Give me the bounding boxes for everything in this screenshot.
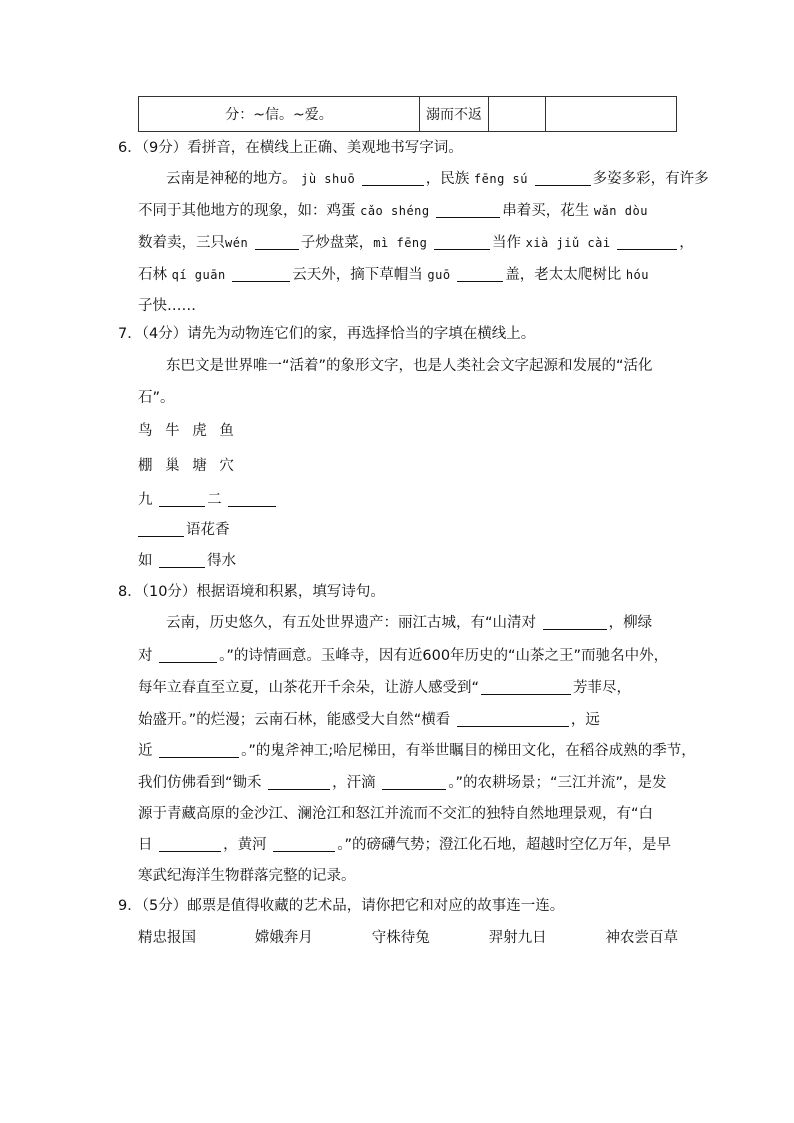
- q6-text: 当作: [491, 235, 521, 251]
- question-7-header: 7．（4分）请先为动物连它们的家，再选择恰当的字填在横线上。: [118, 326, 536, 342]
- q8-line-8: [138, 829, 678, 861]
- q8-text: ，柳绿: [608, 615, 653, 631]
- answer-blank[interactable]: [434, 233, 490, 250]
- table-cell: [546, 97, 677, 132]
- animal-word[interactable]: 牛: [165, 423, 180, 439]
- q8-text: 。”的鬼斧神工;哈尼梯田，有举世瞩目的梯田文化，在稻谷成熟的季节，: [241, 743, 696, 759]
- animal-word[interactable]: 鸟: [138, 423, 153, 439]
- answer-blank[interactable]: [159, 490, 205, 507]
- q6-text: ，民族: [425, 171, 470, 187]
- q8-text: 。”的农耕场景；“三江并流”，是发: [448, 775, 667, 791]
- q8-line-4: [138, 704, 678, 736]
- q8-line-3: [138, 672, 678, 704]
- q6-line-5: 子快……: [138, 298, 196, 314]
- question-6-header: 6．（9分）看拼音，在横线上正确、美观地书写字词。: [118, 140, 463, 156]
- answer-table: [138, 96, 677, 132]
- q7-fill-1: [138, 484, 678, 516]
- question-8-header: 8．（10分）根据语境和积累，填写诗句。: [118, 584, 385, 600]
- q8-text: 对: [138, 648, 153, 664]
- home-word[interactable]: 棚: [138, 458, 153, 474]
- answer-blank[interactable]: [255, 233, 299, 250]
- q8-text: ，远: [570, 712, 600, 728]
- table-cell: [489, 97, 546, 132]
- answer-blank[interactable]: [232, 265, 290, 282]
- story-list: [138, 926, 678, 947]
- pinyin: qí guān: [171, 268, 226, 282]
- q8-line-1: [166, 607, 678, 639]
- answer-blank[interactable]: [138, 520, 184, 537]
- pinyin: wǎn dòu: [593, 204, 648, 218]
- q6-text: ，: [679, 235, 694, 251]
- answer-blank[interactable]: [159, 835, 221, 852]
- answer-blank[interactable]: [481, 678, 571, 695]
- pinyin: guō: [427, 268, 451, 282]
- answer-blank[interactable]: [268, 773, 330, 790]
- story-item[interactable]: 羿射九日: [488, 930, 547, 946]
- pinyin: mì fēng: [373, 236, 428, 250]
- animal-word[interactable]: 鱼: [219, 423, 234, 439]
- q7-homes-row: [138, 450, 678, 482]
- home-word[interactable]: 穴: [219, 458, 234, 474]
- q8-line-2: [138, 640, 678, 672]
- q8-text: 每年立春直至立夏，山茶花开千余朵，让游人感受到“: [138, 680, 480, 696]
- answer-blank[interactable]: [617, 233, 677, 250]
- q8-text: 。”的诗情画意。玉峰寺，因有近600年历史的“山茶之王”而驰名中外，: [219, 648, 669, 664]
- answer-blank[interactable]: [457, 710, 569, 727]
- q8-text: 始盛开。”的烂漫；云南石林，能感受大自然“横看: [138, 712, 451, 728]
- q7-text: 语花香: [186, 522, 230, 538]
- q6-text: 不同于其他地方的现象，如：鸡蛋: [138, 203, 356, 219]
- table-cell: 分：~信。~爱。: [139, 97, 420, 132]
- q8-text: ，黄河: [223, 837, 267, 853]
- q7-text: 九: [138, 492, 153, 508]
- q6-text: 盖，老太太爬树比: [505, 267, 622, 283]
- answer-blank[interactable]: [535, 169, 591, 186]
- story-item[interactable]: 精忠报国: [138, 930, 196, 946]
- answer-blank[interactable]: [543, 613, 607, 630]
- pinyin: jù shuō: [301, 172, 356, 186]
- answer-blank[interactable]: [436, 201, 500, 218]
- q8-text: 日: [138, 837, 153, 853]
- q8-text: 近: [138, 743, 153, 759]
- q7-text: 得水: [207, 553, 237, 569]
- q8-text: 芳菲尽，: [573, 680, 632, 696]
- q6-text: 串着买，花生: [502, 203, 590, 219]
- story-item[interactable]: 神农尝百草: [605, 930, 678, 946]
- q6-text: 多姿多彩，有许多: [592, 171, 709, 187]
- q8-line-9: 寒武纪海洋生物群落完整的记录。: [138, 868, 356, 884]
- q7-text: 二: [207, 492, 222, 508]
- q6-text: 子炒盘菜，: [300, 235, 374, 251]
- home-word[interactable]: 巢: [165, 458, 180, 474]
- q8-line-7: 源于青藏高原的金沙江、澜沧江和怒江并流而不交汇的独特自然地理景观，有“白: [138, 806, 654, 822]
- q6-text: 云天外，摘下草帽当: [292, 267, 423, 283]
- q6-text: 云南是神秘的地方。: [166, 171, 297, 187]
- pinyin: hóu: [625, 268, 649, 282]
- pinyin: cǎo shéng: [360, 204, 430, 218]
- q6-text: 数着卖，三只: [138, 235, 225, 251]
- q8-line-5: [138, 735, 696, 767]
- q6-text: 石林: [138, 267, 167, 283]
- q6-line-3: [138, 227, 694, 259]
- answer-blank[interactable]: [159, 646, 217, 663]
- q6-line-4: [138, 259, 678, 291]
- q7-fill-2: [138, 514, 678, 546]
- q7-animals-row: [138, 415, 678, 447]
- question-9-header: 9．（5分）邮票是值得收藏的艺术品，请你把它和对应的故事连一连。: [118, 898, 565, 914]
- answer-blank[interactable]: [159, 741, 239, 758]
- q8-line-6: [138, 767, 678, 799]
- answer-blank[interactable]: [159, 551, 205, 568]
- table-cell: 溺而不返: [420, 97, 489, 132]
- answer-blank[interactable]: [228, 490, 276, 507]
- q8-text: 云南，历史悠久，有五处世界遗产：丽江古城，有“山清对: [166, 615, 537, 631]
- animal-word[interactable]: 虎: [192, 423, 207, 439]
- answer-blank[interactable]: [273, 835, 335, 852]
- story-item[interactable]: 嫦娥奔月: [254, 930, 313, 946]
- q6-line-2: [138, 195, 678, 227]
- q6-line-1: [166, 163, 709, 195]
- pinyin: wén: [225, 236, 249, 250]
- q7-text: 如: [138, 553, 153, 569]
- q8-text: ，汗滴: [332, 775, 376, 791]
- answer-blank[interactable]: [362, 169, 424, 186]
- pinyin: fēng sú: [473, 172, 528, 186]
- answer-blank[interactable]: [457, 265, 503, 282]
- pinyin: xià jiǔ cài: [525, 236, 611, 250]
- home-word[interactable]: 塘: [192, 458, 207, 474]
- answer-blank[interactable]: [382, 773, 446, 790]
- q8-text: 我们仿佛看到“锄禾: [138, 775, 262, 791]
- q7-intro-2: 石”。: [138, 390, 175, 406]
- story-item[interactable]: 守株待兔: [371, 930, 430, 946]
- q7-fill-3: [138, 545, 678, 577]
- q7-intro-1: 东巴文是世界唯一“活着”的象形文字，也是人类社会文字起源和发展的“活化: [166, 358, 653, 374]
- q8-text: 。”的磅礴气势；澄江化石地，超越时空亿万年，是早: [337, 837, 671, 853]
